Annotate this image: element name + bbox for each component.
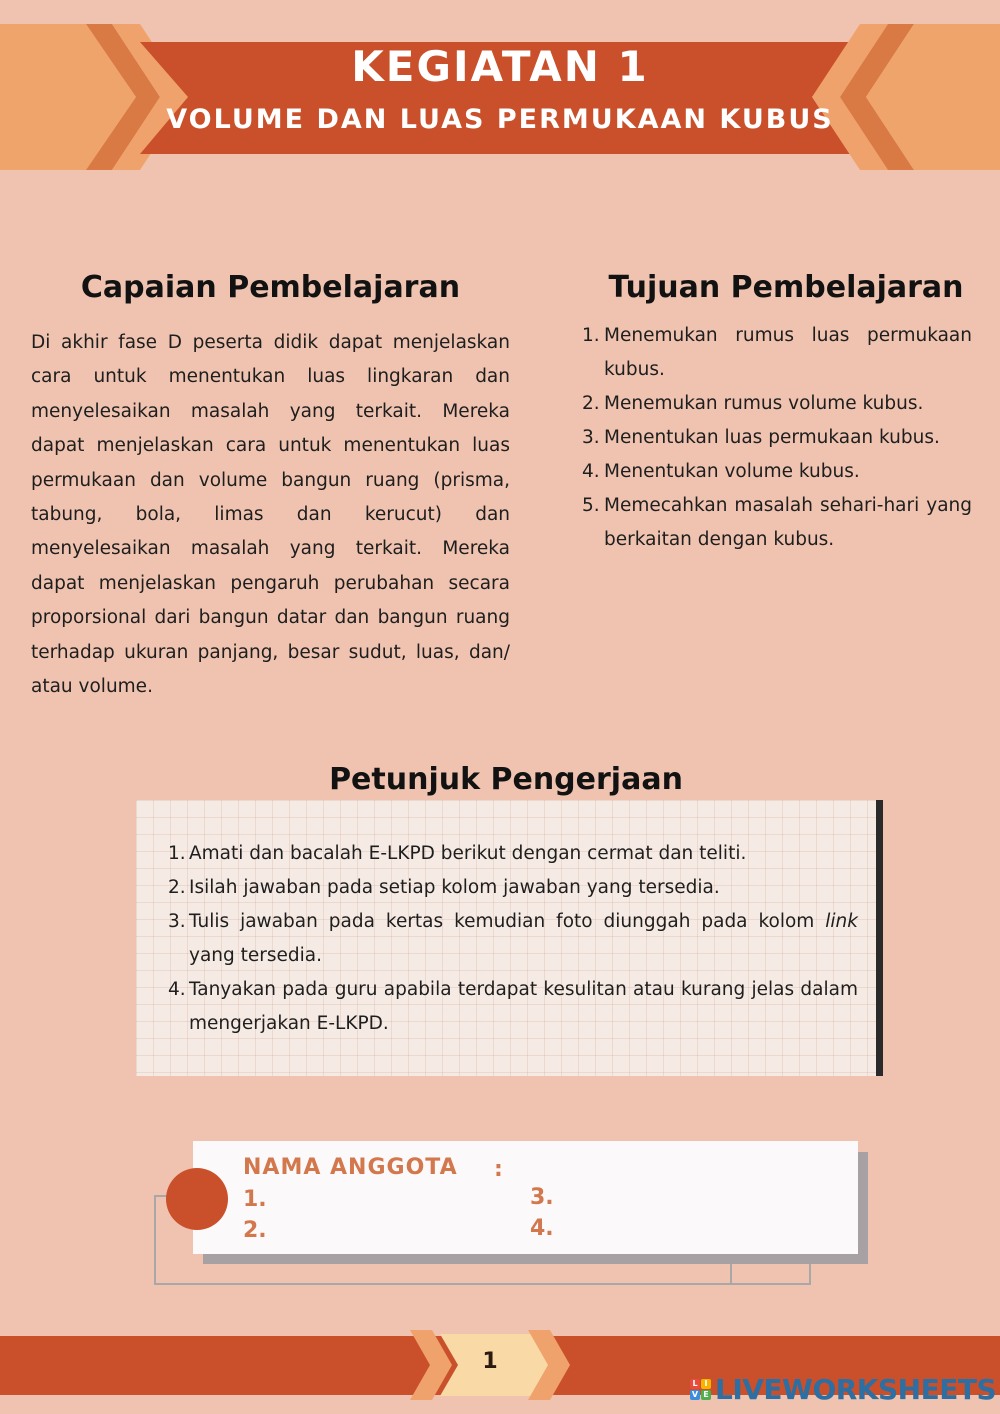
list-item: [582, 489, 972, 557]
anggota-slot-1[interactable]: 1.: [243, 1187, 267, 1212]
list-number: 4.: [582, 461, 600, 482]
liveworksheets-watermark: [690, 1374, 996, 1404]
list-number: 2.: [582, 393, 600, 414]
tujuan-heading: Tujuan Pembelajaran: [608, 270, 964, 305]
liveworksheets-text: LIVEWORKSHEETS: [715, 1372, 997, 1406]
anggota-slot-2[interactable]: 2.: [243, 1218, 267, 1243]
anggota-slot-3[interactable]: 3.: [530, 1185, 554, 1210]
list-text-italic: link: [825, 911, 858, 932]
list-number: 5.: [582, 495, 600, 516]
list-item: [582, 387, 972, 421]
anggota-label: NAMA ANGGOTA: [243, 1155, 458, 1180]
list-text: Tanyakan pada guru apabila terdapat kesulitan atau kurang jelas dalam mengerjakan E-LKPD.: [189, 979, 858, 1034]
petunjuk-heading: Petunjuk Pengerjaan: [329, 762, 683, 797]
list-text: Menentukan luas permukaan kubus.: [604, 427, 940, 448]
list-number: 3.: [168, 911, 186, 932]
anggota-colon: :: [494, 1157, 503, 1182]
logo-letter: L: [690, 1379, 700, 1389]
logo-letter: V: [691, 1389, 699, 1399]
banner-subtitle: VOLUME DAN LUAS PERMUKAAN KUBUS: [166, 104, 834, 135]
capaian-paragraph: Di akhir fase D peserta didik dapat menjelaskan cara untuk menentukan luas lingkaran dan menyelesaikan masalah yang terkait. Mereka dapat menjelaskan cara untuk menentukan luas permukaan dan volume bangun ruang (prisma, tabung, bola, limas dan kerucut) dan menyelesaikan masalah yang terkait. Mereka dapat menjelaskan pengaruh perubahan secara proporsional dari bangun datar dan bangun ruang terhadap ukuran panjang, besar sudut, luas, dan/ atau volume.: [31, 332, 510, 698]
petunjuk-card-shadow: [876, 800, 883, 1076]
list-item: [168, 837, 858, 871]
banner-title: KEGIATAN 1: [351, 42, 649, 91]
list-number: 4.: [168, 979, 186, 1000]
liveworksheets-logo-icon: [690, 1379, 711, 1400]
list-number: 3.: [582, 427, 600, 448]
list-text: Menemukan rumus luas permukaan kubus.: [604, 325, 972, 380]
header-banner: [0, 24, 1000, 174]
list-text: Menemukan rumus volume kubus.: [604, 393, 924, 414]
list-item: [168, 905, 858, 973]
list-item: [168, 973, 858, 1041]
petunjuk-list: [168, 837, 858, 1041]
list-item: [168, 871, 858, 905]
list-text: Isilah jawaban pada setiap kolom jawaban yang tersedia.: [189, 877, 720, 898]
list-text: Menentukan volume kubus.: [604, 461, 860, 482]
list-number: 1.: [168, 843, 186, 864]
list-number: 1.: [582, 325, 600, 346]
list-item: [582, 421, 972, 455]
tujuan-list: [582, 319, 972, 557]
list-text: Tulis jawaban pada kertas kemudian foto diunggah pada kolom: [189, 911, 826, 932]
list-item: [582, 319, 972, 387]
logo-letter: E: [701, 1390, 711, 1400]
logo-letter: I: [701, 1379, 711, 1389]
list-text: Amati dan bacalah E-LKPD berikut dengan cermat dan teliti.: [189, 843, 747, 864]
anggota-circle-decoration: [166, 1168, 228, 1230]
page-number: 1: [482, 1349, 498, 1374]
list-text: yang tersedia.: [189, 945, 322, 966]
list-item: [582, 455, 972, 489]
anggota-slot-4[interactable]: 4.: [530, 1216, 554, 1241]
list-number: 2.: [168, 877, 186, 898]
capaian-heading: Capaian Pembelajaran: [80, 270, 461, 305]
list-text: Memecahkan masalah sehari-hari yang berkaitan dengan kubus.: [604, 495, 972, 550]
